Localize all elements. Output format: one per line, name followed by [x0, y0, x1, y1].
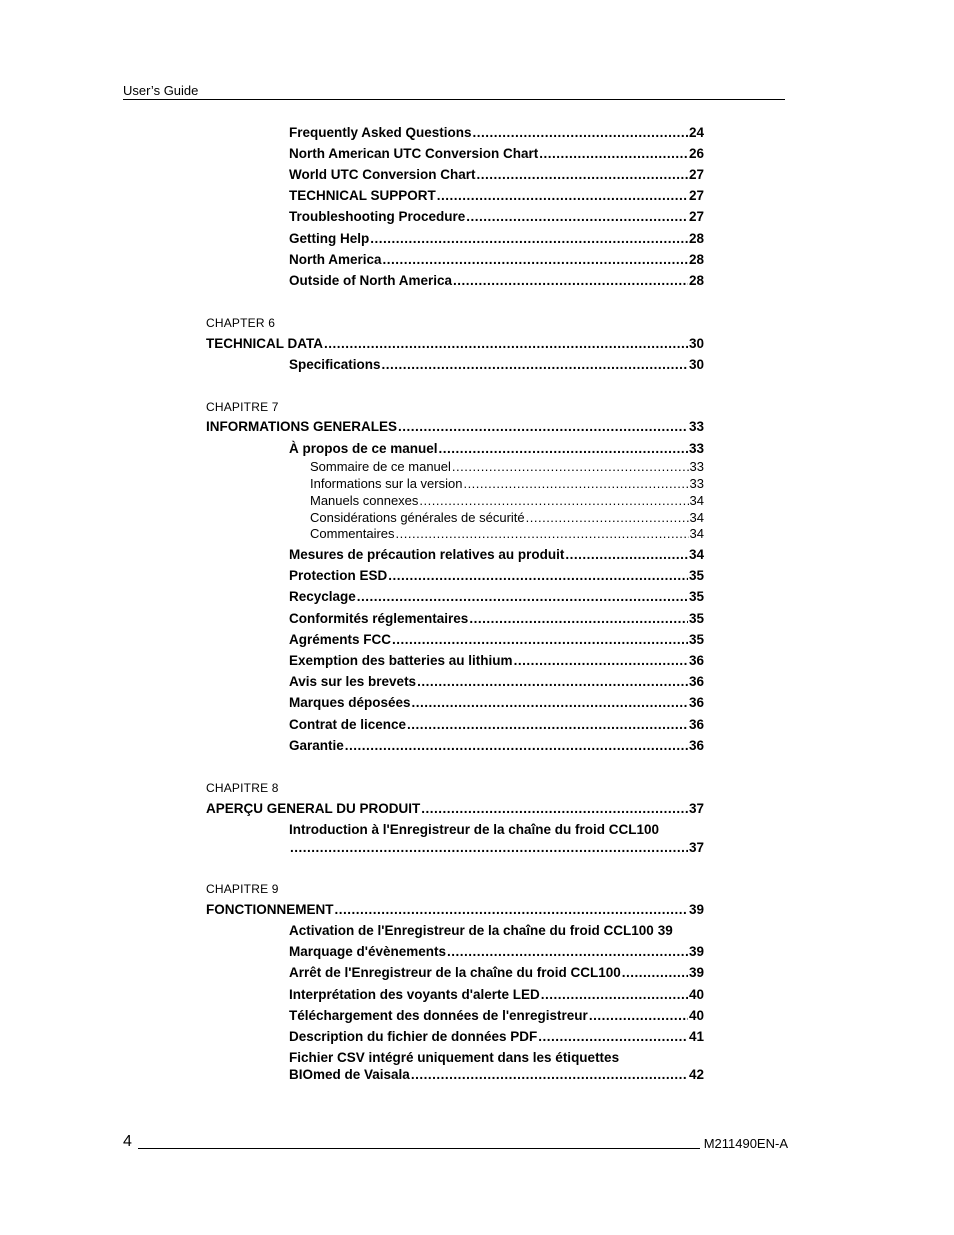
toc-entry[interactable]: [289, 547, 704, 563]
toc-sub-entry[interactable]: [310, 493, 704, 508]
toc-entry[interactable]: [289, 611, 704, 627]
leader-dots: [411, 1067, 688, 1083]
toc-entry-label: North America: [289, 252, 382, 267]
toc-entry[interactable]: [289, 653, 704, 669]
toc-entry-page: 34: [689, 493, 704, 508]
footer-rule: [138, 1147, 700, 1149]
toc-entry-label: Agréments FCC: [289, 632, 392, 647]
toc-entry-label: Avis sur les brevets: [289, 674, 417, 689]
toc-entry-page: 36: [688, 738, 704, 753]
leader-dots: [290, 840, 688, 856]
leader-dots: [473, 125, 688, 141]
toc-entry-label[interactable]: Introduction à l'Enregistreur de la chaîne du froid CCL100: [289, 822, 660, 837]
toc-entry[interactable]: [289, 167, 704, 183]
toc-entry-page: 40: [688, 987, 704, 1002]
leader-dots: [324, 336, 688, 352]
toc-entry-label: Interprétation des voyants d'alerte LED: [289, 987, 540, 1002]
toc-entry[interactable]: [289, 252, 704, 268]
toc-entry-label: Exemption des batteries au lithium: [289, 653, 513, 668]
toc-entry-label: World UTC Conversion Chart: [289, 167, 476, 182]
page-number: 4: [123, 1133, 132, 1150]
toc-entry-page: 30: [688, 336, 704, 351]
toc-entry[interactable]: [289, 357, 704, 373]
toc-entry-label: Téléchargement des données de l'enregistreur: [289, 1008, 588, 1023]
toc-entry-page: 33: [689, 459, 704, 474]
toc-entry-label: INFORMATIONS GENERALES: [206, 419, 398, 434]
toc-sub-entry[interactable]: [310, 459, 704, 474]
leader-dots: [370, 231, 688, 247]
toc-entry-page: 35: [688, 589, 704, 604]
toc-entry-label: North American UTC Conversion Chart: [289, 146, 539, 161]
leader-dots: [421, 801, 688, 817]
toc-entry-page: 35: [688, 568, 704, 583]
leader-dots: [407, 717, 688, 733]
leader-dots: [539, 146, 688, 162]
leader-dots: [382, 357, 688, 373]
toc-entry[interactable]: [289, 273, 704, 289]
leader-dots: [388, 568, 688, 584]
toc-entry-page: 34: [689, 510, 704, 525]
leader-dots: [383, 252, 688, 268]
toc-entry-page: 35: [688, 632, 704, 647]
toc-entry-page: 30: [688, 357, 704, 372]
toc-entry[interactable]: [289, 1008, 704, 1024]
toc-entry-label: Garantie: [289, 738, 344, 753]
toc-entry-page: 39: [688, 902, 704, 917]
toc-entry[interactable]: [289, 987, 704, 1003]
toc-entry[interactable]: [289, 188, 704, 204]
toc-entry[interactable]: [289, 1029, 704, 1045]
toc-entry-page: 39: [688, 965, 704, 980]
toc-entry-label: Considérations générales de sécurité: [310, 510, 525, 525]
toc-entry[interactable]: [289, 965, 704, 981]
toc-entry-continuation[interactable]: [289, 840, 704, 856]
chapter-label: CHAPITRE 8: [206, 781, 279, 795]
toc-entry-label: APERÇU GENERAL DU PRODUIT: [206, 801, 421, 816]
toc-entry-label: BIOmed de Vaisala: [289, 1067, 410, 1082]
toc-entry-continuation[interactable]: [289, 1067, 704, 1083]
toc-entry-page: 27: [688, 209, 704, 224]
toc-entry-label: Description du fichier de données PDF: [289, 1029, 538, 1044]
toc-entry-label: Conformités réglementaires: [289, 611, 469, 626]
leader-dots: [439, 441, 688, 457]
toc-entry-label: Recyclage: [289, 589, 356, 604]
toc-entry[interactable]: [289, 441, 704, 457]
toc-entry[interactable]: [289, 923, 704, 939]
leader-dots: [514, 653, 688, 669]
toc-entry-page: 35: [688, 611, 704, 626]
leader-dots: [622, 965, 688, 981]
toc-entry-label: Marques déposées: [289, 695, 411, 710]
toc-sub-entry[interactable]: [310, 526, 704, 541]
toc-entry-page: 27: [688, 188, 704, 203]
toc-entry-label: Commentaires: [310, 526, 395, 541]
leader-dots: [335, 902, 688, 918]
toc-entry-label: Marquage d'évènements: [289, 944, 447, 959]
toc-entry-label: Activation de l'Enregistreur de la chaîne du froid CCL100: [289, 923, 654, 938]
leader-dots: [469, 611, 688, 627]
leader-dots: [345, 738, 688, 754]
toc-entry[interactable]: [289, 717, 704, 733]
toc-entry-page: 34: [689, 526, 704, 541]
leader-dots: [466, 209, 688, 225]
leader-dots: [589, 1008, 688, 1024]
toc-entry-page: 37: [688, 840, 704, 855]
leader-dots: [412, 695, 688, 711]
toc-entry-label: FONCTIONNEMENT: [206, 902, 334, 917]
leader-dots: [392, 632, 688, 648]
toc-entry[interactable]: [289, 695, 704, 711]
toc-entry-label: Contrat de licence: [289, 717, 407, 732]
toc-entry-page: 40: [688, 1008, 704, 1023]
document-id: M211490EN-A: [703, 1136, 788, 1151]
chapter-title-entry[interactable]: [206, 902, 704, 918]
toc-entry-page: 28: [688, 231, 704, 246]
chapter-label: CHAPTER 6: [206, 316, 276, 330]
toc-entry[interactable]: [289, 125, 704, 141]
toc-entry-label: Sommaire de ce manuel: [310, 459, 451, 474]
toc-sub-entry[interactable]: [310, 476, 704, 491]
toc-entry-page: 37: [688, 801, 704, 816]
toc-entry-label: Getting Help: [289, 231, 370, 246]
leader-dots: [526, 510, 689, 525]
leader-dots: [437, 188, 688, 204]
toc-entry-page: 27: [688, 167, 704, 182]
toc-entry-page: 24: [688, 125, 704, 140]
toc-entry-label: Frequently Asked Questions: [289, 125, 472, 140]
chapter-title-entry[interactable]: [206, 336, 704, 352]
chapter-title-entry[interactable]: [206, 419, 704, 435]
toc-entry[interactable]: [289, 231, 704, 247]
running-header: [123, 83, 785, 100]
toc-entry-label: Outside of North America: [289, 273, 453, 288]
toc-entry-page: 41: [688, 1029, 704, 1044]
toc-entry[interactable]: [289, 944, 704, 960]
toc-entry-page: 34: [688, 547, 704, 562]
toc-entry[interactable]: [289, 568, 704, 584]
toc-entry-page: 36: [688, 653, 704, 668]
toc-entry-label: Informations sur la version: [310, 476, 463, 491]
running-footer: [123, 1131, 788, 1151]
toc-entry[interactable]: [289, 209, 704, 225]
toc-entry-page: 33: [688, 441, 704, 456]
toc-entry-page: 26: [688, 146, 704, 161]
toc-entry-page: 36: [688, 695, 704, 710]
toc-entry-label[interactable]: Fichier CSV intégré uniquement dans les étiquettes: [289, 1050, 620, 1065]
toc-entry-label: Troubleshooting Procedure: [289, 209, 466, 224]
toc-entry-page: 36: [688, 717, 704, 732]
toc-entry-page: 39: [688, 944, 704, 959]
toc-entry-label: TECHNICAL SUPPORT: [289, 188, 436, 203]
leader-dots: [447, 944, 688, 960]
toc-entry-label: À propos de ce manuel: [289, 441, 438, 456]
toc-entry-page: 33: [689, 476, 704, 491]
leader-dots: [565, 547, 688, 563]
leader-dots: [357, 589, 688, 605]
toc-entry-page: 42: [688, 1067, 704, 1082]
toc-entry-label: Arrêt de l'Enregistreur de la chaîne du froid CCL100: [289, 965, 621, 980]
leader-dots: [538, 1029, 688, 1045]
leader-dots: [396, 526, 689, 541]
toc-entry[interactable]: [289, 674, 704, 690]
toc-entry-page: 28: [688, 252, 704, 267]
leader-dots: [417, 674, 688, 690]
chapter-label: CHAPITRE 7: [206, 400, 279, 414]
leader-dots: [453, 273, 688, 289]
toc-sub-entry[interactable]: [310, 510, 704, 525]
toc-entry-label: Specifications: [289, 357, 381, 372]
toc-entry-label: TECHNICAL DATA: [206, 336, 323, 351]
leader-dots: [419, 493, 688, 508]
toc-entry-label: Protection ESD: [289, 568, 388, 583]
toc-entry-page: 33: [688, 419, 704, 434]
toc-entry[interactable]: [289, 146, 704, 162]
toc-entry[interactable]: [289, 632, 704, 648]
toc-entry-page: 36: [688, 674, 704, 689]
toc-entry-page: 28: [688, 273, 704, 288]
toc-entry-page: 39: [657, 923, 673, 938]
leader-dots: [541, 987, 688, 1003]
chapter-label: CHAPITRE 9: [206, 882, 279, 896]
header-title: User’s Guide: [123, 83, 199, 98]
toc-entry[interactable]: [289, 589, 704, 605]
leader-dots: [452, 459, 689, 474]
toc-entry[interactable]: [289, 738, 704, 754]
leader-dots: [463, 476, 688, 491]
leader-dots: [398, 419, 688, 435]
chapter-title-entry[interactable]: [206, 801, 704, 817]
leader-dots: [477, 167, 688, 183]
toc-entry-label: Manuels connexes: [310, 493, 419, 508]
toc-entry-label: Mesures de précaution relatives au produit: [289, 547, 565, 562]
